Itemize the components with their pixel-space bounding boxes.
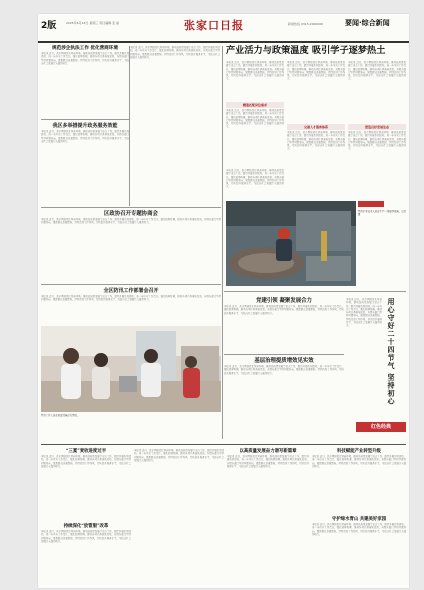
issue-line: 新闻热线 0313-2000000 (288, 22, 324, 26)
body-text: 本报讯 近日，我市围绕优化营商环境、推动高质量发展等重点工作，组织开展系列活动，进一步压实工作责任，强化统筹协调，推动各项任务落地见效。各级各部门坚持问题导向，聚焦群众急难愁盼，持续改进工作作风，切实提升服务水平，为经济社会发展注入强劲动力。 (130, 46, 220, 59)
main-col-3: 本报讯 近日，我市围绕优化营商环境、推动高质量发展等重点工作，组织开展系列活动，进一步压实工作责任，强化统筹协调，推动各项任务落地见效。各级各部门坚持问题导向，聚焦群众急难愁盼，持续改进工作作风，切实提升服务水平，为经济社会发展注入强劲动力。 营造良好发展生态 本报讯 近日，我市围绕优化营商环境、推动高质量发展等重点工作，组织开展系列活动，进一步压实工作责任，强化统筹协调，推动各项任务落地见效。各级各部门坚持问题导向，聚焦群众急难愁盼，持续改进工作作风，切实提升服务水平，为经济社会发展注入强劲动力。 (348, 61, 406, 151)
divider (222, 46, 223, 439)
headline: 持续深化“放管服”改革 (63, 524, 109, 529)
divider (41, 444, 406, 445)
red-label-box: 红色经典 (356, 422, 406, 432)
section-title: 要闻·综合新闻 (345, 19, 390, 27)
bottom-article-4: 科技赋能产业转型升级 本报讯 近日，我市围绕优化营商环境、推动高质量发展等重点工作，组织开展系列活动，进一步压实工作责任，强化统筹协调，推动各项任务落地见效。各级各部门坚持问题导向，聚焦群众急难愁盼，持续改进工作作风，切实提升服务水平，为经济社会发展注入强劲动力。 守护绿水青山 共建美好家园 本报讯 近日，我市围绕优化营商环境、推动高质量发展等重点工作，组织开展系列活动，进一步压实工作责任，强化统筹协调，推动各项任务落地见效。各级各部门坚持问题导向，聚焦群众急难愁盼，持续改进工作作风，切实提升服务水平，为经济社会发展注入强劲动力。 (312, 449, 406, 536)
page-number: 2版 (41, 21, 57, 31)
photo-tag: 图片新闻 (358, 201, 384, 207)
headline: 以高质量发展奋力谱写新篇章 (239, 449, 297, 454)
bottom-article-3: 以高质量发展奋力谱写新篇章 本报讯 近日，我市围绕优化营商环境、推动高质量发展等重点工作，组织开展系列活动，进一步压实工作责任，强化统筹协调，推动各项任务落地见效。各级各部门坚持问题导向，聚焦群众急难愁盼，持续改进工作作风，切实提升服务水平，为经济社会发展注入强劲动力。 (227, 449, 309, 468)
vertical-title-box: 用心守好二十四节气 坚持初心 (387, 298, 396, 406)
bottom-article-2: 本报讯 近日，我市围绕优化营商环境、推动高质量发展等重点工作，组织开展系列活动，进一步压实工作责任，强化统筹协调，推动各项任务落地见效。各级各部门坚持问题导向，聚焦群众急难愁盼，持续改进工作作风，切实提升服务水平，为经济社会发展注入强劲动力。 (134, 449, 224, 462)
left-article-2 (41, 123, 129, 204)
subhead-box: 精准匹配岗位需求 (226, 102, 284, 108)
divider (224, 291, 406, 292)
headline: 科技赋能产业转型升级 (337, 449, 381, 454)
kitchen-caption: 图为工作人员在检查设备运行情况。 (41, 414, 80, 417)
newspaper-page (38, 14, 409, 588)
subhead-box: 营造良好发展生态 (348, 124, 406, 130)
divider (129, 46, 130, 206)
mid-article-2: 基层治理提质增效见实效 本报讯 近日，我市围绕优化营商环境、推动高质量发展等重点工作，组织开展系列活动，进一步压实工作责任，强化统筹协调，推动各项任务落地见效。各级各部门坚持问题导向，聚焦群众急难愁盼，持续改进工作作风，切实提升服务水平，为经济社会发展注入强劲动力。 (224, 358, 344, 375)
headline: 基层治理提质增效见实效 (254, 358, 314, 364)
left-article-1-cont (130, 46, 220, 206)
left-article-4 (41, 288, 221, 325)
mid-article-1: 党建引领 凝聚发展合力 本报讯 近日，我市围绕优化营商环境、推动高质量发展等重点工作，组织开展系列活动，进一步压实工作责任，强化统筹协调，推动各项任务落地见效。各级各部门坚持问题导向，聚焦群众急难愁盼，持续改进工作作风，切实提升服务水平，为经济社会发展注入强劲动力。 (224, 298, 344, 315)
bottom-article-1: “三夏”麦收进度过半 本报讯 近日，我市围绕优化营商环境、推动高质量发展等重点工作，组织开展系列活动，进一步压实工作责任，强化统筹协调，推动各项任务落地见效。各级各部门坚持问题导向，聚焦群众急难愁盼，持续改进工作作风，切实提升服务水平，为经济社会发展注入强劲动力。 持续深化“放管服”改革 本报讯 近日，我市围绕优化营商环境、推动高质量发展等重点工作，组织开展系列活动，进一步压实工作责任，强化统筹协调，推动各项任务落地见效。各级各部门坚持问题导向，聚焦群众急难愁盼，持续改进工作作风，切实提升服务水平，为经济社会发展注入强劲动力。 (41, 449, 131, 543)
main-col-2: 本报讯 近日，我市围绕优化营商环境、推动高质量发展等重点工作，组织开展系列活动，进一步压实工作责任，强化统筹协调，推动各项任务落地见效。各级各部门坚持问题导向，聚焦群众急难愁盼，持续改进工作作风，切实提升服务水平，为经济社会发展注入强劲动力。 完善人才服务体系 本报讯 近日，我市围绕优化营商环境、推动高质量发展等重点工作，组织开展系列活动，进一步压实工作责任，强化统筹协调，推动各项任务落地见效。各级各部门坚持问题导向，聚焦群众急难愁盼，持续改进工作作风，切实提升服务水平，为经济社会发展注入强劲动力。 (287, 61, 345, 151)
left-article-3 (41, 211, 221, 276)
main-article (226, 45, 406, 57)
headline: 规范涉企执法工作 优化营商环境 (52, 46, 118, 51)
kitchen-photo (41, 326, 221, 412)
factory-photo (226, 201, 356, 286)
left-article-1 (41, 46, 129, 118)
headline: 全区防汛工作部署会召开 (103, 288, 159, 294)
divider (41, 284, 221, 285)
mid-side-col: 本报讯 近日，我市围绕优化营商环境、推动高质量发展等重点工作，组织开展系列活动，进一步压实工作责任，强化统筹协调，推动各项任务落地见效。各级各部门坚持问题导向，聚焦群众急难愁盼，持续改进工作作风，切实提升服务水平，为经济社会发展注入强劲动力。 (346, 298, 382, 328)
headline: 守护绿水青山 共建美好家园 (331, 517, 387, 522)
divider (224, 354, 344, 355)
body-text: 本报讯 近日，我市围绕优化营商环境、推动高质量发展等重点工作，组织开展系列活动，进一步压实工作责任，强化统筹协调，推动各项任务落地见效。各级各部门坚持问题导向，聚焦群众急难愁盼，持续改进工作作风，切实提升服务水平，为经济社会发展注入强劲动力。 (41, 130, 129, 143)
headline: 党建引领 凝聚发展合力 (256, 298, 312, 304)
headline: “三夏”麦收进度过半 (65, 449, 107, 454)
newspaper-logo: 张家口日报 (184, 19, 244, 32)
divider (41, 119, 129, 120)
headline: 区政协召开专题协商会 (104, 211, 158, 217)
headline: 我区多举措提升政务服务效能 (52, 123, 118, 129)
masthead (38, 14, 409, 43)
photo-caption-box: 图片新闻 图为企业技术人员在生产一线操作设备。记者 摄 (358, 201, 406, 280)
body-text: 本报讯 近日，我市围绕优化营商环境、推动高质量发展等重点工作，组织开展系列活动，进一步压实工作责任，强化统筹协调，推动各项任务落地见效。各级各部门坚持问题导向，聚焦群众急难愁盼，持续改进工作作风，切实提升服务水平，为经济社会发展注入强劲动力。 (41, 295, 221, 302)
main-col-1: 本报讯 近日，我市围绕优化营商环境、推动高质量发展等重点工作，组织开展系列活动，进一步压实工作责任，强化统筹协调，推动各项任务落地见效。各级各部门坚持问题导向，聚焦群众急难愁盼，持续改进工作作风，切实提升服务水平，为经济社会发展注入强劲动力。 精准匹配岗位需求 本报讯 近日，我市围绕优化营商环境、推动高质量发展等重点工作，组织开展系列活动，进一步压实工作责任，强化统筹协调，推动各项任务落地见效。各级各部门坚持问题导向，聚焦群众急难愁盼，持续改进工作作风，切实提升服务水平，为经济社会发展注入强劲动力。 本报讯 近日，我市围绕优化营商环境、推动高质量发展等重点工作，组织开展系列活动，进一步压实工作责任，强化统筹协调，推动各项任务落地见效。各级各部门坚持问题导向，聚焦群众急难愁盼，持续改进工作作风，切实提升服务水平，为经济社会发展注入强劲动力。 (226, 61, 284, 189)
date-line: 2025年6月18日 星期三 责任编辑 张 丽 (66, 21, 120, 25)
body-text: 本报讯 近日，我市围绕优化营商环境、推动高质量发展等重点工作，组织开展系列活动，进一步压实工作责任，强化统筹协调，推动各项任务落地见效。各级各部门坚持问题导向，聚焦群众急难愁盼，持续改进工作作风，切实提升服务水平，为经济社会发展注入强劲动力。 (41, 52, 129, 65)
subhead-box: 完善人才服务体系 (287, 124, 345, 130)
body-text: 本报讯 近日，我市围绕优化营商环境、推动高质量发展等重点工作，组织开展系列活动，进一步压实工作责任，强化统筹协调，推动各项任务落地见效。各级各部门坚持问题导向，聚焦群众急难愁盼，持续改进工作作风，切实提升服务水平，为经济社会发展注入强劲动力。 (41, 218, 221, 225)
divider (41, 207, 221, 208)
main-headline: 产业活力与政策温度 吸引学子逐梦热土 (226, 45, 386, 56)
